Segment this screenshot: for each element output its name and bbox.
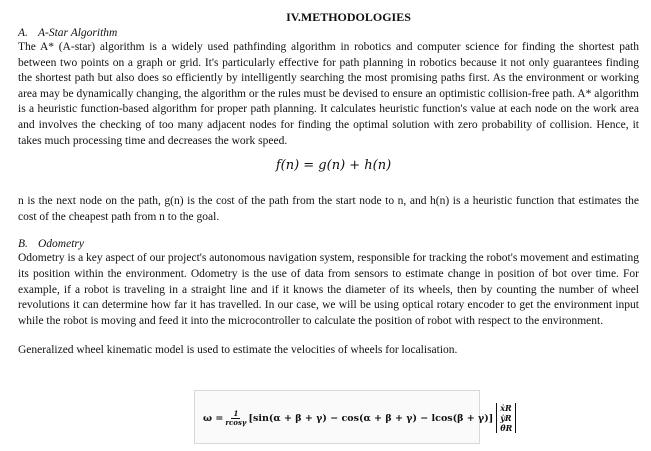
subsection-letter: A. xyxy=(18,27,28,39)
astar-paragraph: The A* (A-star) algorithm is a widely used pathfinding algorithm in robotics and computer science for finding the shortest path between two points on a graph or grid. It's particularly effective for path planning in robotics because it not only guarantees finding the shortest path but also does so efficiently by intelligently searching the most promising paths first. As the environment or working area may be dynamically changing, the algorithm or the rules must be devised to ensure an optimistic collision-free path. A* algorithm is a heuristic function-based algorithm for proper path planning. It calculates heuristic function's value at each node on the work area and involves the checking of too many adjacent nodes for finding the optimal solution with zero probability of collision. Hence, it takes much processing time and decreases the work speed. xyxy=(18,41,639,147)
fraction-denominator: rcosγ xyxy=(225,417,247,427)
section-title: IV.METHODOLOGIES xyxy=(286,10,411,24)
subsection-title: A-Star Algorithm xyxy=(38,27,118,39)
subsection-title: Odometry xyxy=(38,238,84,251)
subsection-letter: B. xyxy=(18,238,28,251)
equation-body: [sin(α + β + γ) − cos(α + β + γ) − lcos(β + γ)] xyxy=(248,412,494,424)
subsection-heading-odometry xyxy=(18,237,639,251)
vector-entry: θ̇R xyxy=(500,423,513,433)
kinematic-equation xyxy=(203,403,516,433)
odometry-paragraph: Odometry is a key aspect of our project's autonomous navigation system, responsible for tracking the robot's movement and estimating its position within the environment. Odometry is the use of data from sensors to estimate change in position of bot over time. For example, if a robot is traveling in a straight line and if it knows the diameter of its wheels, then by counting the number of wheel revolutions it can determine how far it has travelled. In our case, we will be using optical rotary encoder to get the environment input while the robot is moving and feed it into the microcontroller to calculate the position of robot with respect to the environment. xyxy=(18,252,639,327)
vector-entry: ẏR xyxy=(500,413,512,423)
astar-equation: f(n) = g(n) + h(n) xyxy=(275,158,392,174)
model-sentence: Generalized wheel kinematic model is used to estimate the velocities of wheels for localisation. xyxy=(18,344,458,357)
vector-entry: ẋR xyxy=(500,403,512,413)
astar-explanation: n is the next node on the path, g(n) is the cost of the path from the start node to n, and h(n) is a heuristic function that estimates the cost of the cheapest path from n to the goal. xyxy=(18,195,639,223)
equation-fraction xyxy=(225,410,246,427)
fraction-numerator: 1 xyxy=(233,408,239,418)
subsection-heading-astar xyxy=(18,26,639,40)
kinematic-equation-image xyxy=(194,390,513,444)
paper-page xyxy=(18,10,639,359)
state-vector xyxy=(496,403,516,433)
equation-lhs: ω = xyxy=(203,412,224,424)
